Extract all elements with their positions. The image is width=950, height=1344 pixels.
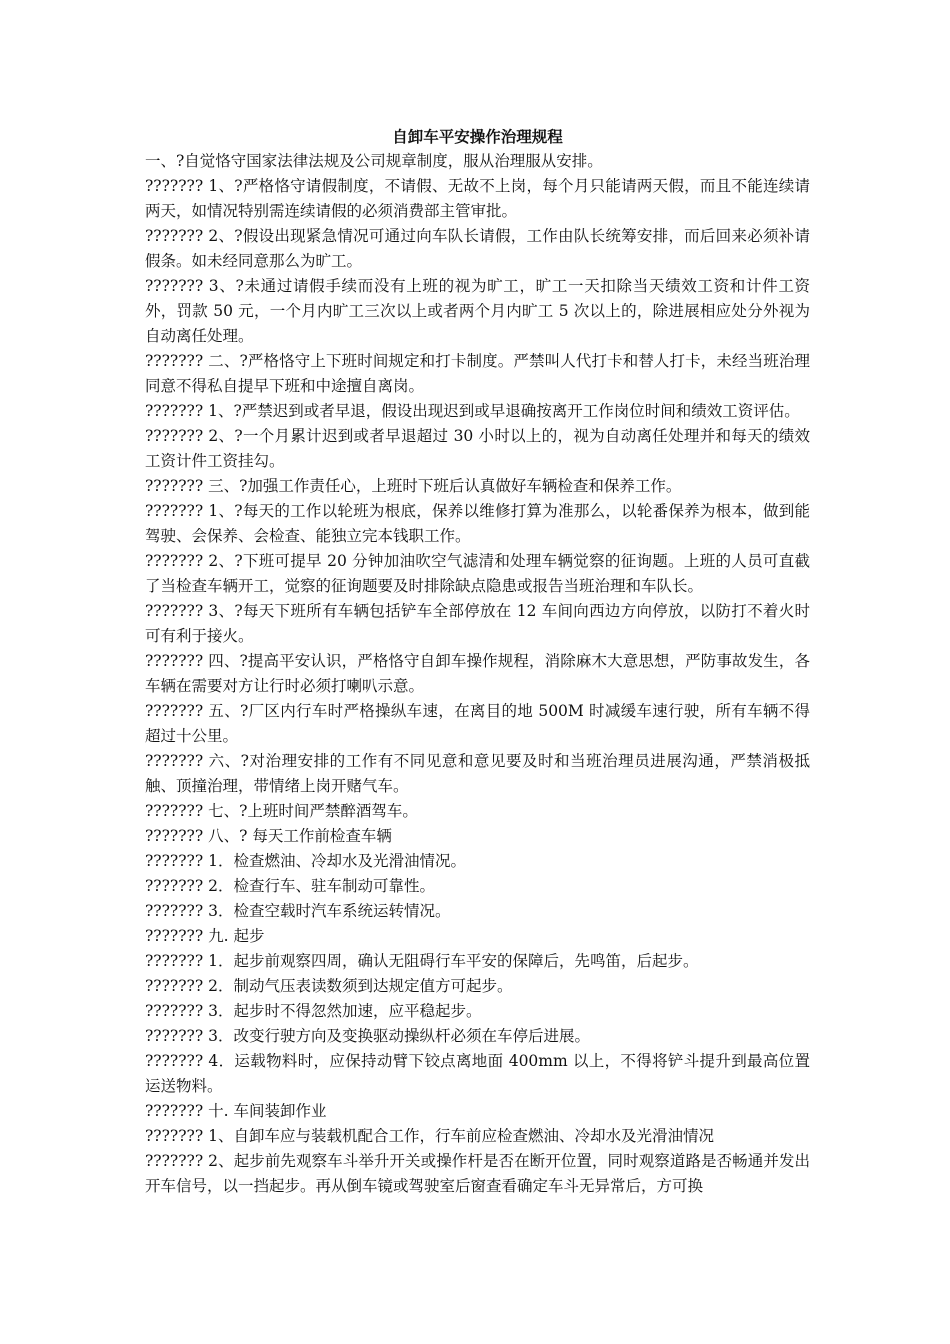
paragraph: ??????? 2．制动气压表读数须到达规定值方可起步。 bbox=[145, 977, 513, 995]
document-title: 自卸车平安操作治理规程 bbox=[392, 127, 563, 146]
paragraph: ??????? 2、?一个月累计迟到或者早退超过 30 小时以上的，视为自动离任处理并和每天的绩效工资计件工资挂勾。 bbox=[145, 427, 810, 470]
paragraph: ??????? 4．运载物料时，应保持动臂下铰点离地面 400mm 以上，不得将铲斗提升到最高位置运送物料。 bbox=[145, 1052, 810, 1095]
paragraph: ??????? 1、?严禁迟到或者早退，假设出现迟到或早退确按离开工作岗位时间和绩效工资评估。 bbox=[145, 402, 800, 420]
paragraph: ??????? 1．检查燃油、冷却水及光滑油情况。 bbox=[145, 852, 466, 870]
paragraph: ??????? 2．检查行车、驻车制动可靠性。 bbox=[145, 877, 435, 895]
paragraph: ??????? 3、?未通过请假手续而没有上班的视为旷工，旷工一天扣除当天绩效工资和计件工资外，罚款 50 元，一个月内旷工三次以上或者两个月内旷工 5 次以上的，除进展相应处分外视为自动离任处理。 bbox=[145, 277, 810, 345]
paragraph: ??????? 2、?假设出现紧急情况可通过向车队长请假，工作由队长统筹安排，而后回来必须补请假条。如未经同意那么为旷工。 bbox=[145, 227, 810, 270]
paragraph: ??????? 九. 起步 bbox=[145, 927, 265, 945]
document-page bbox=[145, 124, 810, 1199]
paragraph: ??????? 五、?厂区内行车时严格操纵车速，在离目的地 500M 时减缓车速行驶，所有车辆不得超过十公里。 bbox=[145, 702, 810, 745]
paragraph: ??????? 1．起步前观察四周，确认无阻碍行车平安的保障后，先鸣笛，后起步。 bbox=[145, 952, 699, 970]
paragraph: ??????? 八、? 每天工作前检查车辆 bbox=[145, 827, 392, 845]
paragraph: ??????? 六、?对治理安排的工作有不同见意和意见要及时和当班治理员进展沟通，严禁消极抵触、顶撞治理，带情绪上岗开赌气车。 bbox=[145, 752, 810, 795]
paragraph: ??????? 2、起步前先观察车斗举升开关或操作杆是否在断开位置，同时观察道路是否畅通并发出开车信号，以一挡起步。再从倒车镜或驾驶室后窗查看确定车斗无异常后，方可换 bbox=[145, 1152, 810, 1195]
paragraph: ??????? 3、?每天下班所有车辆包括铲车全部停放在 12 车间向西边方向停放，以防打不着火时可有利于接火。 bbox=[145, 602, 810, 645]
paragraph: 一、?自觉恪守国家法律法规及公司规章制度，服从治理服从安排。 bbox=[145, 152, 603, 170]
paragraph: ??????? 1、?每天的工作以轮班为根底，保养以维修打算为准那么，以轮番保养为根本，做到能驾驶、会保养、会检查、能独立完本钱职工作。 bbox=[145, 502, 810, 545]
paragraph: ??????? 3．起步时不得忽然加速，应平稳起步。 bbox=[145, 1002, 482, 1020]
paragraph: ??????? 二、?严格恪守上下班时间规定和打卡制度。严禁叫人代打卡和替人打卡，未经当班治理同意不得私自提早下班和中途擅自离岗。 bbox=[145, 352, 810, 395]
paragraph: ??????? 七、?上班时间严禁醉酒驾车。 bbox=[145, 802, 418, 820]
paragraph: ??????? 2、?下班可提早 20 分钟加油吹空气滤清和处理车辆觉察的征询题。上班的人员可直截了当检查车辆开工，觉察的征询题要及时排除缺点隐患或报告当班治理和车队长。 bbox=[145, 552, 810, 595]
paragraph: ??????? 1、?严格恪守请假制度，不请假、无故不上岗，每个月只能请两天假，而且不能连续请两天，如情况特别需连续请假的必须消费部主管审批。 bbox=[145, 177, 810, 220]
paragraph: ??????? 四、?提高平安认识，严格恪守自卸车操作规程，消除麻木大意思想，严防事故发生，各车辆在需要对方让行时必须打喇叭示意。 bbox=[145, 652, 810, 695]
paragraph: ??????? 十. 车间装卸作业 bbox=[145, 1102, 327, 1120]
document-body bbox=[145, 149, 810, 1199]
paragraph: ??????? 三、?加强工作责任心，上班时下班后认真做好车辆检查和保养工作。 bbox=[145, 477, 682, 495]
paragraph: ??????? 1、自卸车应与装载机配合工作，行车前应检查燃油、冷却水及光滑油情况 bbox=[145, 1127, 714, 1145]
paragraph: ??????? 3．改变行驶方向及变换驱动操纵杆必须在车停后进展。 bbox=[145, 1027, 590, 1045]
paragraph: ??????? 3．检查空载时汽车系统运转情况。 bbox=[145, 902, 451, 920]
